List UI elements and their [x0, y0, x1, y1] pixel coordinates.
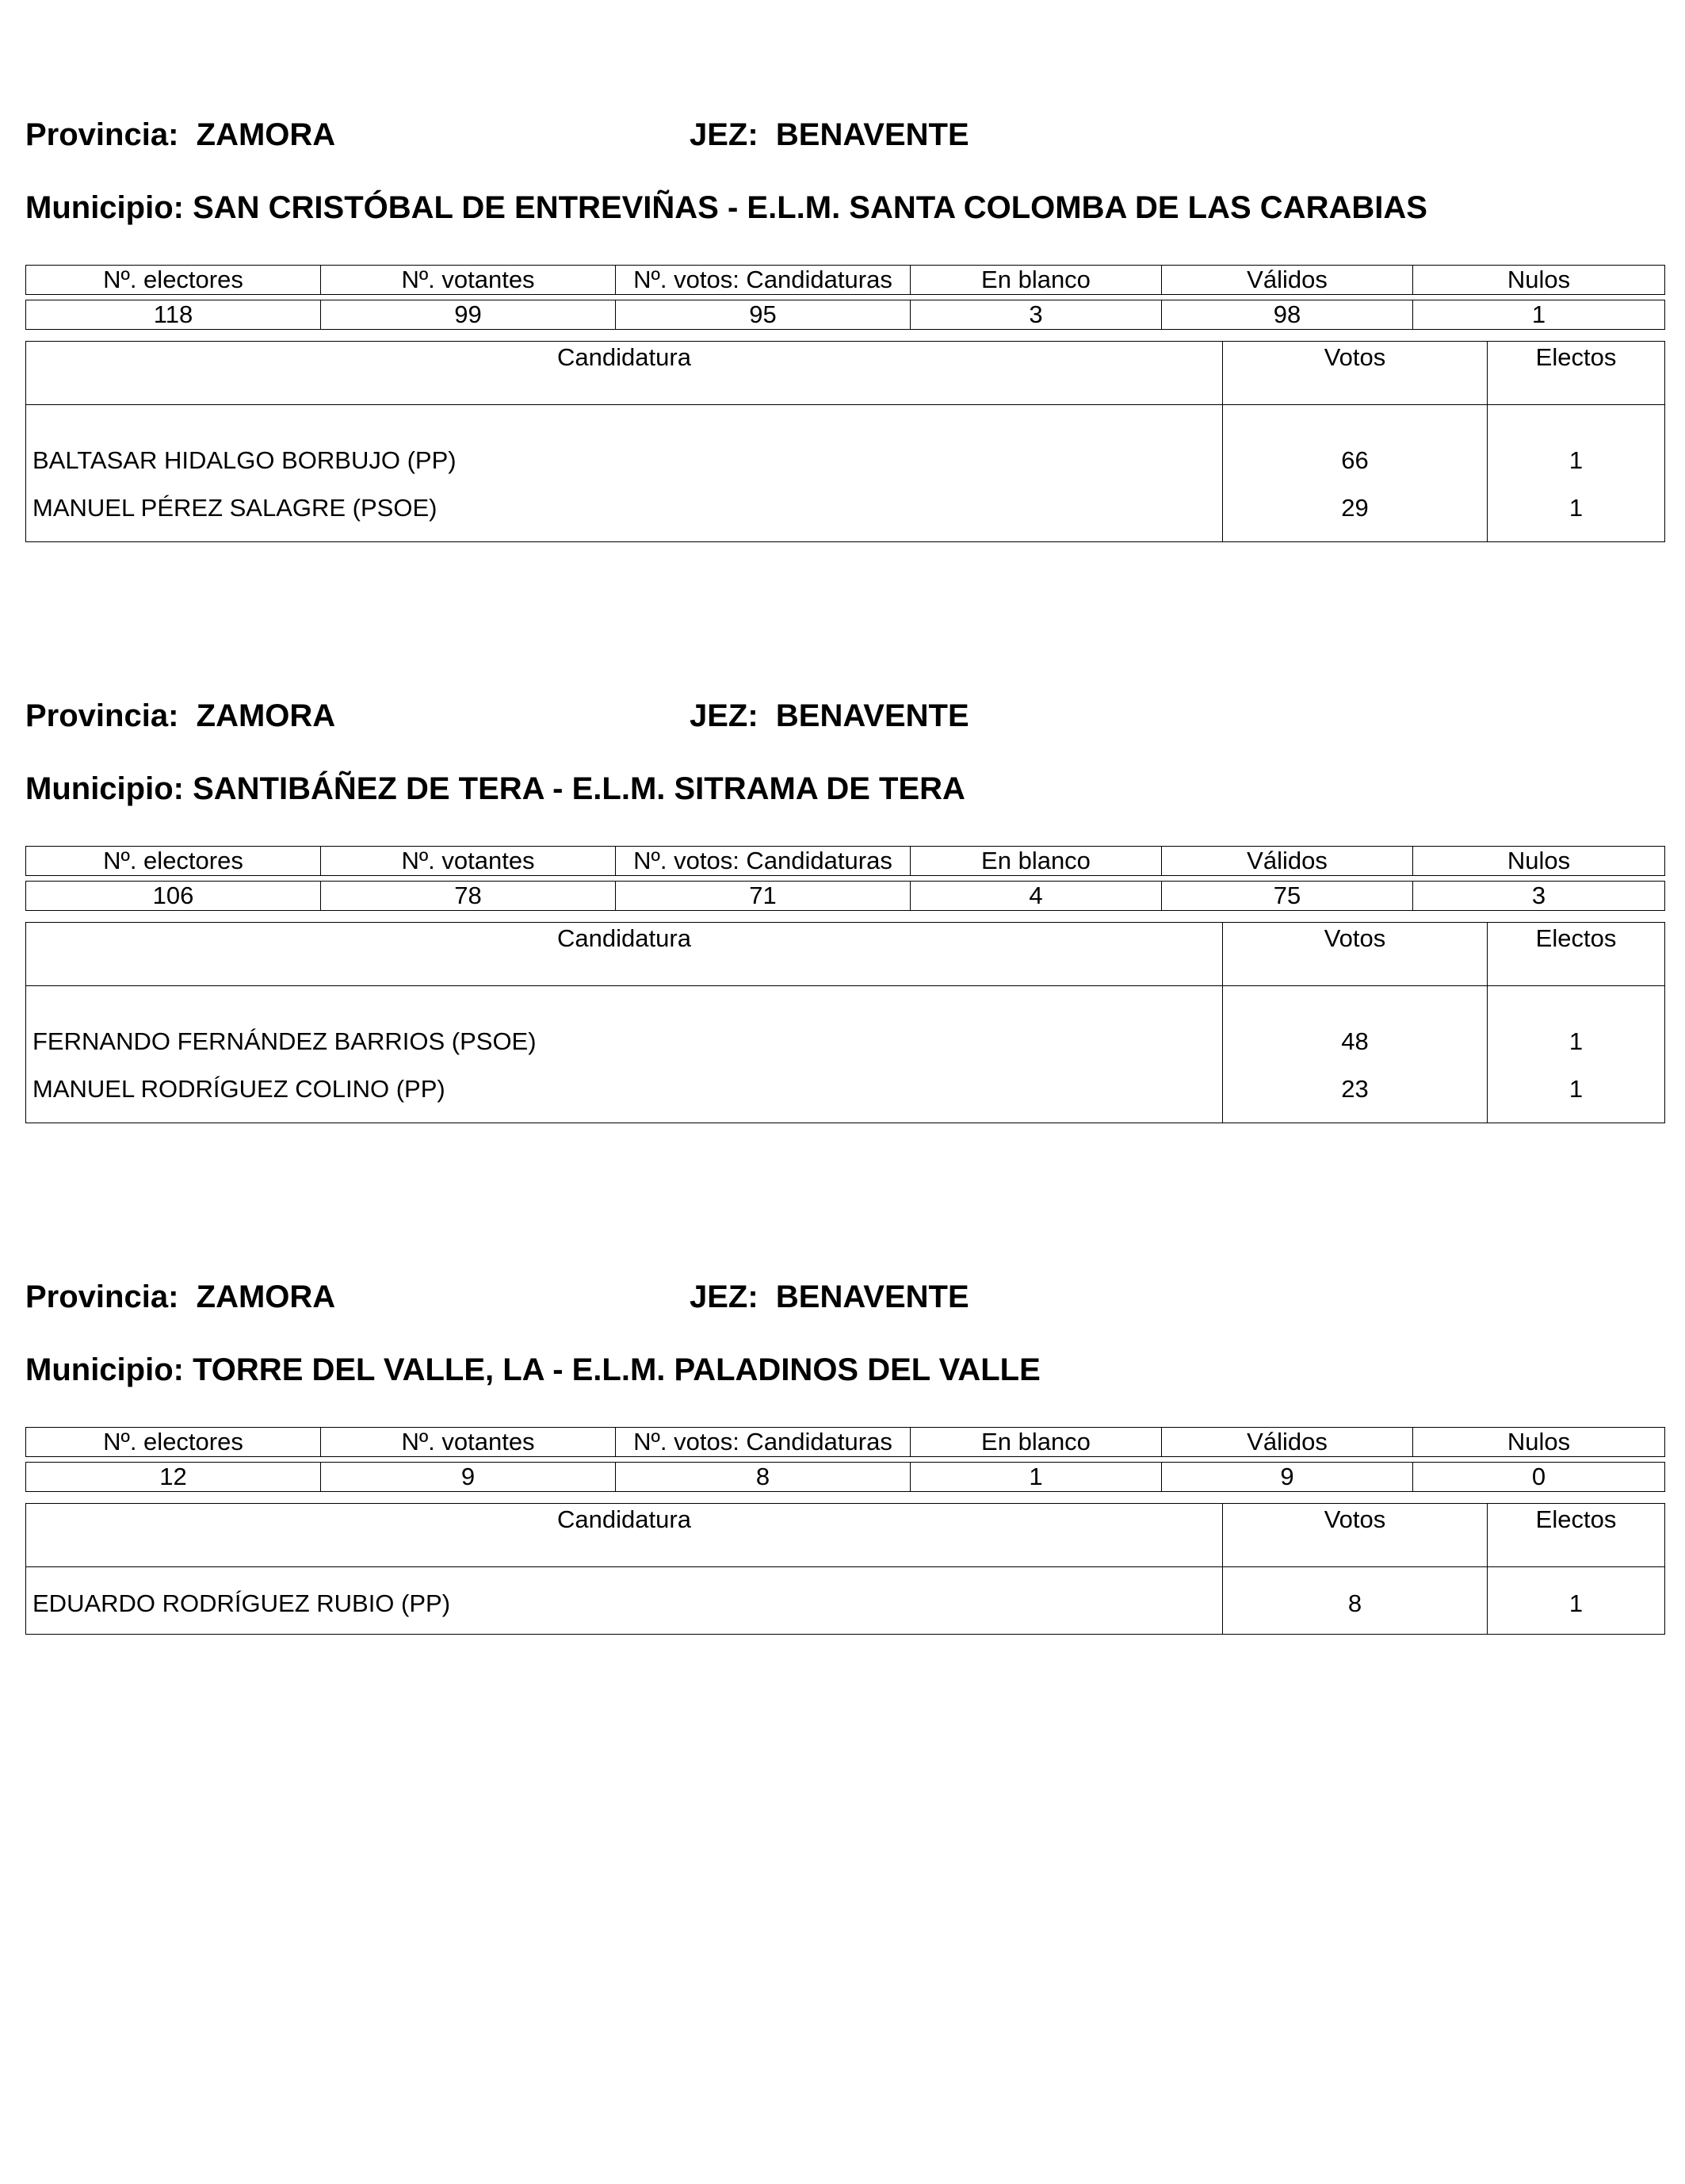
provincia-label: Provincia:	[25, 698, 179, 733]
stats-header: Nulos	[1413, 1428, 1665, 1457]
candidates-table	[25, 922, 1665, 1123]
stats-value: 1	[1413, 300, 1665, 330]
jez-label: JEZ:	[690, 117, 758, 152]
jez-line	[690, 1273, 969, 1321]
stats-header: Válidos	[1162, 1428, 1413, 1457]
stats-table	[25, 1427, 1665, 1492]
stats-value: 78	[321, 882, 616, 911]
table-row	[26, 494, 1665, 542]
electos-header: Electos	[1488, 342, 1665, 405]
provincia-line	[25, 111, 335, 159]
candidate-electos: 1	[1488, 986, 1665, 1076]
stats-header: Nº. electores	[26, 266, 321, 295]
candidatura-header: Candidatura	[26, 1504, 1223, 1567]
jez-label: JEZ:	[690, 698, 758, 733]
stats-header: Nº. votantes	[321, 1428, 616, 1457]
candidate-name: EDUARDO RODRÍGUEZ RUBIO (PP)	[26, 1567, 1223, 1635]
candidatura-header: Candidatura	[26, 923, 1223, 986]
candidate-electos: 1	[1488, 494, 1665, 542]
stats-value-row	[26, 1463, 1665, 1492]
candidates-table	[25, 341, 1665, 542]
stats-header: En blanco	[911, 1428, 1162, 1457]
candidate-votos: 66	[1223, 405, 1488, 495]
candidates-header-row	[26, 1504, 1665, 1567]
stats-header-row	[26, 266, 1665, 295]
results-section	[25, 1273, 1665, 1617]
stats-value: 99	[321, 300, 616, 330]
provincia-value: ZAMORA	[196, 1279, 336, 1314]
stats-header: En blanco	[911, 847, 1162, 876]
candidate-electos: 1	[1488, 1075, 1665, 1123]
candidate-name: BALTASAR HIDALGO BORBUJO (PP)	[26, 405, 1223, 495]
candidate-name: MANUEL PÉREZ SALAGRE (PSOE)	[26, 494, 1223, 542]
candidate-votos: 23	[1223, 1075, 1488, 1123]
jez-value: BENAVENTE	[775, 117, 969, 152]
section-header	[25, 692, 1665, 740]
jez-value: BENAVENTE	[775, 698, 969, 733]
stats-value: 3	[1413, 882, 1665, 911]
electos-header: Electos	[1488, 1504, 1665, 1567]
table-row	[26, 986, 1665, 1076]
candidate-votos: 8	[1223, 1567, 1488, 1635]
jez-line	[690, 111, 969, 159]
section-header	[25, 1273, 1665, 1321]
stats-header: Nº. electores	[26, 847, 321, 876]
table-row	[26, 1075, 1665, 1123]
stats-header: Nº. votantes	[321, 266, 616, 295]
stats-value: 0	[1413, 1463, 1665, 1492]
stats-value: 118	[26, 300, 321, 330]
stats-value: 9	[321, 1463, 616, 1492]
electos-header: Electos	[1488, 923, 1665, 986]
candidates-table	[25, 1503, 1665, 1635]
jez-label: JEZ:	[690, 1279, 758, 1314]
municipio-line	[25, 184, 1427, 231]
municipio-value: SAN CRISTÓBAL DE ENTREVIÑAS - E.L.M. SANTA COLOMBA DE LAS CARABIAS	[193, 190, 1427, 225]
provincia-label: Provincia:	[25, 117, 179, 152]
stats-header-row	[26, 847, 1665, 876]
municipio-line	[25, 765, 965, 813]
stats-value: 3	[911, 300, 1162, 330]
candidatura-header: Candidatura	[26, 342, 1223, 405]
candidate-name: FERNANDO FERNÁNDEZ BARRIOS (PSOE)	[26, 986, 1223, 1076]
stats-value: 9	[1162, 1463, 1413, 1492]
stats-header: Nº. votos: Candidaturas	[616, 847, 911, 876]
table-row	[26, 405, 1665, 495]
stats-header: Nulos	[1413, 847, 1665, 876]
votos-header: Votos	[1223, 923, 1488, 986]
jez-line	[690, 692, 969, 740]
candidates-header-row	[26, 342, 1665, 405]
stats-header: Nº. votantes	[321, 847, 616, 876]
stats-header: En blanco	[911, 266, 1162, 295]
provincia-value: ZAMORA	[196, 117, 336, 152]
stats-header: Nº. votos: Candidaturas	[616, 266, 911, 295]
stats-value: 12	[26, 1463, 321, 1492]
municipio-value: SANTIBÁÑEZ DE TERA - E.L.M. SITRAMA DE TERA	[193, 771, 965, 806]
stats-value: 4	[911, 882, 1162, 911]
stats-header: Válidos	[1162, 847, 1413, 876]
stats-value: 75	[1162, 882, 1413, 911]
stats-header: Nº. electores	[26, 1428, 321, 1457]
candidate-votos: 48	[1223, 986, 1488, 1076]
stats-table	[25, 846, 1665, 911]
provincia-label: Provincia:	[25, 1279, 179, 1314]
provincia-line	[25, 692, 335, 740]
provincia-line	[25, 1273, 335, 1321]
results-section	[25, 692, 1665, 1103]
stats-table	[25, 265, 1665, 330]
results-section	[25, 111, 1665, 522]
candidate-electos: 1	[1488, 405, 1665, 495]
stats-header: Nº. votos: Candidaturas	[616, 1428, 911, 1457]
municipio-label: Municipio:	[25, 771, 184, 806]
candidate-electos: 1	[1488, 1567, 1665, 1635]
section-header	[25, 111, 1665, 159]
candidate-name: MANUEL RODRÍGUEZ COLINO (PP)	[26, 1075, 1223, 1123]
stats-header-row	[26, 1428, 1665, 1457]
table-row	[26, 1567, 1665, 1635]
stats-value: 1	[911, 1463, 1162, 1492]
jez-value: BENAVENTE	[775, 1279, 969, 1314]
votos-header: Votos	[1223, 342, 1488, 405]
stats-value: 95	[616, 300, 911, 330]
municipio-value: TORRE DEL VALLE, LA - E.L.M. PALADINOS DEL VALLE	[193, 1352, 1041, 1387]
municipio-label: Municipio:	[25, 1352, 184, 1387]
votos-header: Votos	[1223, 1504, 1488, 1567]
municipio-line	[25, 1346, 1041, 1394]
stats-value-row	[26, 882, 1665, 911]
stats-value: 98	[1162, 300, 1413, 330]
candidates-header-row	[26, 923, 1665, 986]
stats-value: 106	[26, 882, 321, 911]
stats-header: Válidos	[1162, 266, 1413, 295]
stats-header: Nulos	[1413, 266, 1665, 295]
stats-value: 71	[616, 882, 911, 911]
stats-value: 8	[616, 1463, 911, 1492]
municipio-label: Municipio:	[25, 190, 184, 225]
candidate-votos: 29	[1223, 494, 1488, 542]
stats-value-row	[26, 300, 1665, 330]
provincia-value: ZAMORA	[196, 698, 336, 733]
